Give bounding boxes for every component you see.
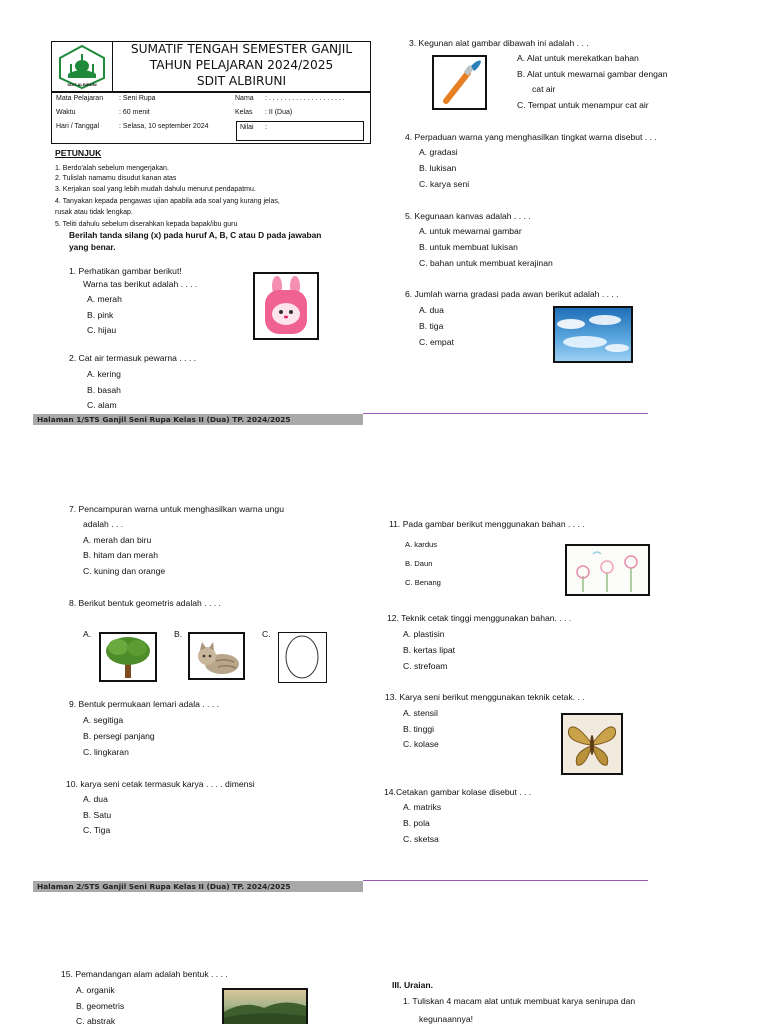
page-footer-text: Halaman 1/STS Ganjil Seni Rupa Kelas II (Dua) TP. 2024/2025 [37, 415, 291, 424]
petunjuk-heading: PETUNJUK [55, 148, 102, 158]
landscape-image [222, 988, 308, 1024]
q3-option-b[interactable]: B. Alat untuk mewarnai gambar dengan [517, 69, 668, 79]
q11-option-a[interactable]: A. kardus [405, 540, 438, 549]
question-13-text: 13. Karya seni berikut menggunakan teknik cetak. . . [385, 692, 585, 702]
instruction-line-1: Berilah tanda silang (x) pada huruf A, B, C atau D pada jawaban [69, 230, 322, 240]
q2-option-b[interactable]: B. basah [87, 385, 121, 395]
question-7-text: 7. Pencampuran warna untuk menghasilkan warna ungu [69, 504, 284, 514]
question-4-text: 4. Perpaduan warna yang menghasilkan tingkat warna disebut . . . [405, 132, 657, 142]
butterfly-image [561, 713, 623, 775]
q14-option-b[interactable]: B. pola [403, 818, 430, 828]
question-6-text: 6. Jumlah warna gradasi pada awan berikut adalah . . . . [405, 289, 619, 299]
nama-field[interactable]: : . . . . . . . . . . . . . . . . . . . . [265, 95, 345, 102]
cloud-sky-image [553, 306, 633, 363]
page-footer-bar [33, 881, 363, 892]
q1-option-a[interactable]: A. merah [87, 294, 122, 304]
instruction-line-2: yang benar. [69, 242, 116, 252]
q9-option-a[interactable]: A. segitiga [83, 715, 124, 725]
uraian-question-1: 1. Tuliskan 4 macam alat untuk membuat karya senirupa dan [403, 996, 636, 1006]
value-kelas: : II (Dua) [265, 109, 293, 116]
q5-option-b[interactable]: B. untuk membuat lukisan [419, 242, 518, 252]
page-divider [363, 413, 648, 414]
q10-option-b[interactable]: B. Satu [83, 810, 112, 820]
question-10-text: 10. karya seni cetak termasuk karya . . . . dimensi [66, 779, 255, 789]
question-1-text: Warna tas berikut adalah . . . . [83, 279, 198, 289]
uraian-heading: III. Uraian. [392, 980, 434, 990]
q9-option-b[interactable]: B. persegi panjang [83, 731, 155, 741]
label-hari: Hari / Tanggal [56, 123, 100, 130]
q13-option-c[interactable]: C. kolase [403, 739, 439, 749]
q15-option-a[interactable]: A. organik [76, 985, 115, 995]
q11-option-c[interactable]: C. Benang [405, 578, 441, 587]
paintbrush-image [432, 55, 487, 110]
title-line-3: SDIT ALBIRUNI [196, 74, 287, 88]
q13-option-a[interactable]: A. stensil [403, 708, 438, 718]
question-9-text: 9. Bentuk permukaan lemari adala . . . . [69, 699, 219, 709]
q14-option-a[interactable]: A. matriks [403, 802, 442, 812]
petunjuk-item: 3. Kerjakan soal yang lebih mudah dahulu menurut pendapatmu. [55, 186, 256, 193]
pink-backpack-image [253, 272, 319, 340]
q3-option-a[interactable]: A. Alat untuk merekatkan bahan [517, 53, 639, 63]
label-nilai: Nilai [240, 124, 254, 131]
q6-option-a[interactable]: A. dua [419, 305, 444, 315]
school-logo [56, 44, 108, 90]
title-line-1: SUMATIF TENGAH SEMESTER GANJIL [130, 42, 353, 56]
q3-option-c[interactable]: C. Tempat untuk menampur cat air [517, 100, 649, 110]
petunjuk-item: 2. Tulislah namamu disudut kanan atas [55, 175, 177, 182]
value-mapel: : Seni Rupa [119, 95, 156, 102]
q3-option-b-cont: cat air [532, 84, 556, 94]
q7-option-b[interactable]: B. hitam dan merah [83, 550, 158, 560]
nilai-field[interactable]: : [265, 124, 267, 131]
page-divider [363, 880, 648, 881]
q7-option-a[interactable]: A. merah dan biru [83, 535, 152, 545]
label-nama: Nama [235, 95, 254, 102]
petunjuk-item: 1. Berdo'alah sebelum mengerjakan. [55, 165, 169, 172]
question-15-text: 15. Pemandangan alam adalah bentuk . . . . [61, 969, 228, 979]
q1-option-c[interactable]: C. hijau [87, 325, 117, 335]
question-8-text: 8. Berikut bentuk geometris adalah . . . . [69, 598, 221, 608]
question-7-text: adalah . . . [83, 519, 124, 529]
q5-option-c[interactable]: C. bahan untuk membuat kerajinan [419, 258, 553, 268]
q2-option-a[interactable]: A. kering [87, 369, 121, 379]
exam-title [112, 41, 371, 92]
uraian-question-1-cont: kegunaannya! [419, 1014, 473, 1024]
q4-option-c[interactable]: C. karya seni [419, 179, 470, 189]
q12-option-a[interactable]: A. plastisin [403, 629, 445, 639]
q6-option-c[interactable]: C. empat [419, 337, 454, 347]
title-line-2: TAHUN PELAJARAN 2024/2025 [149, 58, 334, 72]
q8-option-c[interactable]: C. [262, 629, 271, 639]
q12-option-b[interactable]: B. kertas lipat [403, 645, 456, 655]
q9-option-c[interactable]: C. lingkaran [83, 747, 129, 757]
question-14-text: 14.Cetakan gambar kolase disebut . . . [384, 787, 532, 797]
q14-option-c[interactable]: C. sketsa [403, 834, 439, 844]
value-waktu: : 60 menit [119, 109, 150, 116]
label-mapel: Mata Pelajaran [56, 95, 104, 102]
q12-option-c[interactable]: C. strefoam [403, 661, 448, 671]
q13-option-b[interactable]: B. tinggi [403, 724, 435, 734]
q7-option-c[interactable]: C. kuning dan orange [83, 566, 166, 576]
q8-option-b[interactable]: B. [174, 629, 183, 639]
cat-image [188, 632, 245, 680]
page-footer-text: Halaman 2/STS Ganjil Seni Rupa Kelas II (Dua) TP. 2024/2025 [37, 882, 291, 891]
label-waktu: Waktu [56, 109, 76, 116]
petunjuk-item: 5. Teliti dahulu sebelum diserahkan kepada bapak/ibu guru [55, 221, 238, 228]
oval-shape-image [278, 632, 327, 683]
question-12-text: 12. Teknik cetak tinggi menggunakan bahan. . . . [387, 613, 572, 623]
q4-option-a[interactable]: A. gradasi [419, 147, 458, 157]
thread-flowers-image [565, 544, 650, 596]
q15-option-c[interactable]: C. abstrak [76, 1016, 116, 1026]
question-5-text: 5. Kegunaan kanvas adalah . . . . [405, 211, 531, 221]
question-1-text: 1. Perhatikan gambar berikut! [69, 266, 182, 276]
q5-option-a[interactable]: A. untuk mewarnai gambar [419, 226, 522, 236]
question-11-text: 11. Pada gambar berikut menggunakan bahan . . . . [389, 519, 585, 529]
q6-option-b[interactable]: B. tiga [419, 321, 444, 331]
value-hari: : Selasa, 10 september 2024 [119, 123, 209, 130]
q4-option-b[interactable]: B. lukisan [419, 163, 457, 173]
petunjuk-item: rusak atau tidak lengkap. [55, 209, 133, 216]
q10-option-a[interactable]: A. dua [83, 794, 108, 804]
tree-image [99, 632, 157, 682]
page-footer-bar [33, 414, 363, 425]
label-kelas: Kelas [235, 109, 253, 116]
question-2-text: 2. Cat air termasuk pewarna . . . . [69, 353, 197, 363]
q8-option-a[interactable]: A. [83, 629, 92, 639]
nilai-box [236, 121, 364, 141]
logo-caption: SDIT ALBIRUNI [67, 82, 97, 87]
q11-option-b[interactable]: B. Daun [405, 559, 433, 568]
q1-option-b[interactable]: B. pink [87, 310, 114, 320]
q2-option-c[interactable]: C. alam [87, 400, 117, 410]
q10-option-c[interactable]: C. Tiga [83, 825, 111, 835]
q15-option-b[interactable]: B. geometris [76, 1001, 125, 1011]
petunjuk-item: 4. Tanyakan kepada pengawas ujian apabila ada soal yang kurang jelas, [55, 198, 280, 205]
question-3-text: 3. Kegunan alat gambar dibawah ini adalah . . . [409, 38, 589, 48]
